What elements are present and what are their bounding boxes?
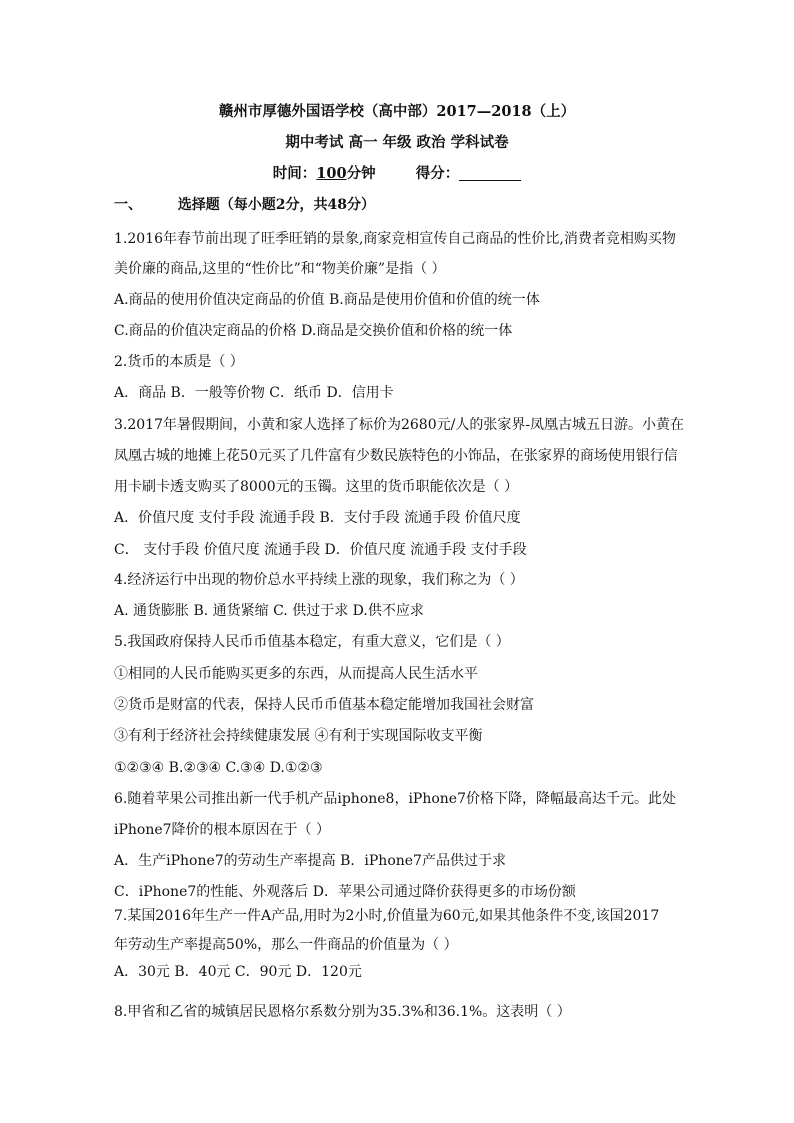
option-line: C． 支付手段 价值尺度 流通手段 D．价值尺度 流通手段 支付手段 [114,542,527,558]
option-line: C．iPhone7的性能、外观落后 D．苹果公司通过降价获得更多的市场份额 [114,884,576,900]
time-label: 时间： [272,165,317,182]
option-line: ①②③④ B.②③④ C.③④ D.①②③ [114,760,323,776]
question-line: 8.甲省和乙省的城镇居民恩格尔系数分别为35.3%和36.1%。这表明（ ） [114,1004,571,1020]
option-line: A.商品的使用价值决定商品的价值 B.商品是使用价值和价值的统一体 [114,292,540,308]
question-line: 1.2016年春节前出现了旺季旺销的景象,商家竞相宣传自己商品的性价比,消费者竞相购买物 [114,231,676,247]
option-line: A．价值尺度 支付手段 流通手段 B．支付手段 流通手段 价值尺度 [114,510,521,526]
exam-time-score [0,165,794,183]
section-number: 一、 [114,197,142,213]
exam-subtitle: 期中考试 高一 年级 政治 学科试卷 [285,134,509,151]
question-line: 3.2017年暑假期间，小黄和家人选择了标价为2680元/人的张家界-凤凰古城五日游。小黄在 [114,417,685,433]
statement-line: ①相同的人民币能购买更多的东西，从而提高人民生活水平 [114,666,478,682]
section-title: 选择题（每小题2分，共48分） [177,197,375,213]
time-unit: 分钟 [346,165,376,182]
option-line: C.商品的价值决定商品的价格 D.商品是交换价值和价格的统一体 [114,323,513,339]
score-blank [459,166,521,181]
question-line: 用卡刷卡透支购买了8000元的玉镯。这里的货币职能依次是（ ） [114,479,519,495]
score-label: 得分： [415,165,460,182]
question-line: 4.经济运行中出现的物价总水平持续上涨的现象，我们称之为（ ） [114,572,524,588]
question-line: 年劳动生产率提高50%，那么一件商品的价值量为（ ） [114,937,458,953]
option-line: A．生产iPhone7的劳动生产率提高 B．iPhone7产品供过于求 [114,853,506,869]
statement-line: ③有利于经济社会持续健康发展 ④有利于实现国际收支平衡 [114,728,483,744]
question-line: 美价廉的商品,这里的“性价比”和“物美价廉”是指（ ） [114,261,446,277]
question-line: 5.我国政府保持人民币币值基本稳定，有重大意义，它们是（ ） [114,634,510,650]
question-line: 6.随着苹果公司推出新一代手机产品iphone8，iPhone7价格下降，降幅最高达千元。此处 [114,791,677,807]
question-line: 7.某国2016年生产一件A产品,用时为2小时,价值量为60元,如果其他条件不变,该国2017 [114,908,660,924]
option-line: A．商品 B．一般等价物 C．纸币 D．信用卡 [114,385,394,401]
question-line: 2.货币的本质是（ ） [114,354,244,370]
question-line: 凤凰古城的地摊上花50元买了几件富有少数民族特色的小饰品，在张家界的商场使用银行信 [114,448,678,464]
option-line: A. 通货膨胀 B. 通货紧缩 C. 供过于求 D.供不应求 [114,603,424,619]
question-line: iPhone7降价的根本原因在于（ ） [114,822,331,838]
option-line: A．30元 B．40元 C．90元 D．120元 [114,964,362,980]
statement-line: ②货币是财富的代表，保持人民币币值基本稳定能增加我国社会财富 [114,697,534,713]
exam-school-title: 赣州市厚德外国语学校（高中部）2017—2018（上） [218,103,576,120]
time-value: 100 [316,165,347,182]
section-heading [114,196,375,214]
